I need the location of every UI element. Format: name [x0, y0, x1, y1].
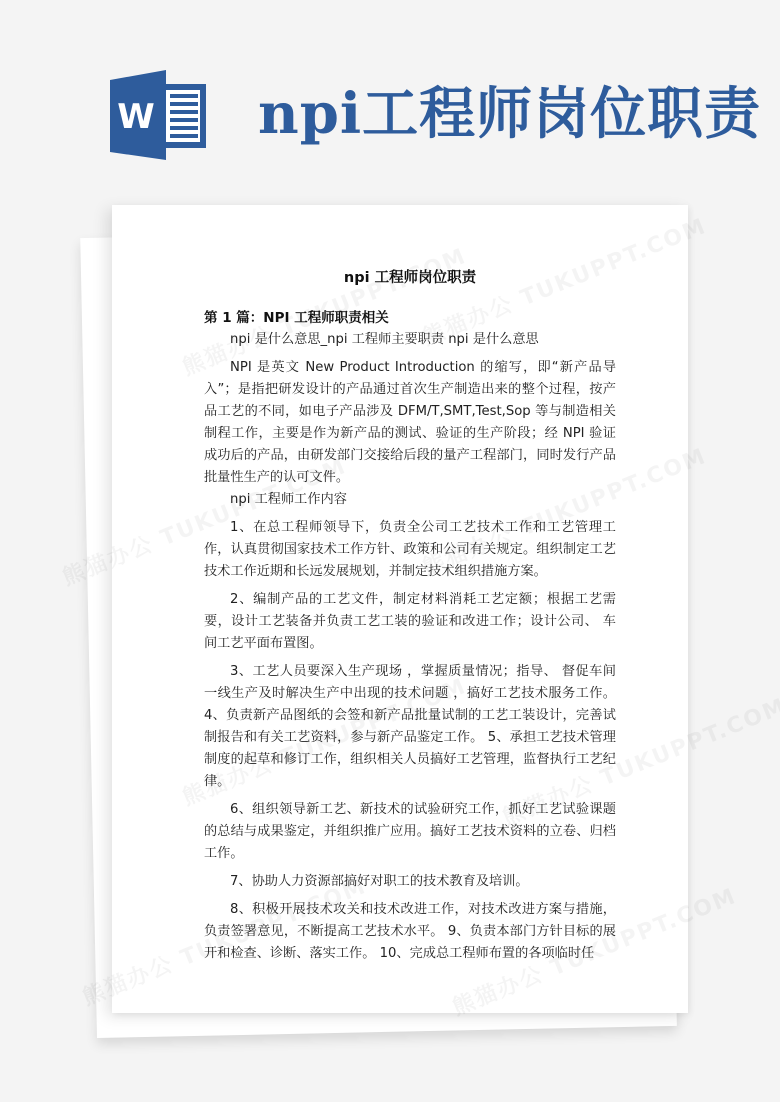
paragraph: 6、组织领导新工艺、新技术的试验研究工作，抓好工艺试验课题的总结与成果鉴定，并组织推广应用。搞好工艺技术资料的立卷、归档工作。 — [204, 802, 616, 861]
paragraph: NPI 是英文 New Product Introduction 的缩写，即“新产品导入”；是指把研发设计的产品通过首次生产制造出来的整个过程，按产品工艺的不同，如电子产品涉及 DFM/T,SMT,Test,Sop 等与制造相关制程工作，主要是作为新产品的测试、验证的生产阶段；经 NPI 验证成功后的产品，由研发部门交接给后段的量产工程部门，同时发行产品批量性生产的认可文件。 — [204, 360, 616, 485]
paragraph: 8、积极开展技术攻关和技术改进工作，对技术改进方案与措施，负责签署意见，不断提高工艺技术水平。 9、负责本部门方针目标的展开和检查、诊断、落实工作。 10、完成总工程师布置的各项临时任 — [204, 902, 616, 961]
paragraph: 7、协助人力资源部搞好对职工的技术教育及培训。 — [230, 874, 529, 889]
document-title: npi 工程师岗位职责 — [343, 270, 477, 286]
paragraph: 1、在总工程师领导下，负责全公司工艺技术工作和工艺管理工作，认真贯彻国家技术工作方针、政策和公司有关规定。组织制定工艺技术工作近期和长远发展规划，并制定技术组织措施方案。 — [204, 520, 616, 579]
paragraph: npi 是什么意思_npi 工程师主要职责 npi 是什么意思 — [230, 332, 539, 347]
word-document-icon — [108, 70, 208, 160]
document-page — [112, 205, 688, 1013]
paragraph: 2、编制产品的工艺文件，制定材料消耗工艺定额；根据工艺需要，设计工艺装备并负责工艺工装的验证和改进工作；设计公司、 车间工艺平面布置图。 — [204, 592, 616, 651]
banner-title: npi工程师岗位职责 — [258, 81, 762, 147]
paragraph: 3、工艺人员要深入生产现场 ，掌握质量情况；指导、 督促车间一线生产及时解决生产中出现的技术问题 ，搞好工艺技术服务工作。 4、负责新产品图纸的会签和新产品批量试制的工艺工装设计，完善试制报告和有关工艺资料，参与新产品鉴定工作。 5、承担工艺技术管理制度的起草和修订工作，组织相关人员搞好工艺管理，监督执行工艺纪律。 — [204, 664, 616, 789]
paragraph: npi 工程师工作内容 — [230, 492, 347, 507]
section-heading: 第 1 篇：NPI 工程师职责相关 — [204, 310, 389, 326]
svg-text:W: W — [117, 97, 155, 137]
header-banner — [0, 0, 780, 200]
document-body — [204, 267, 616, 965]
